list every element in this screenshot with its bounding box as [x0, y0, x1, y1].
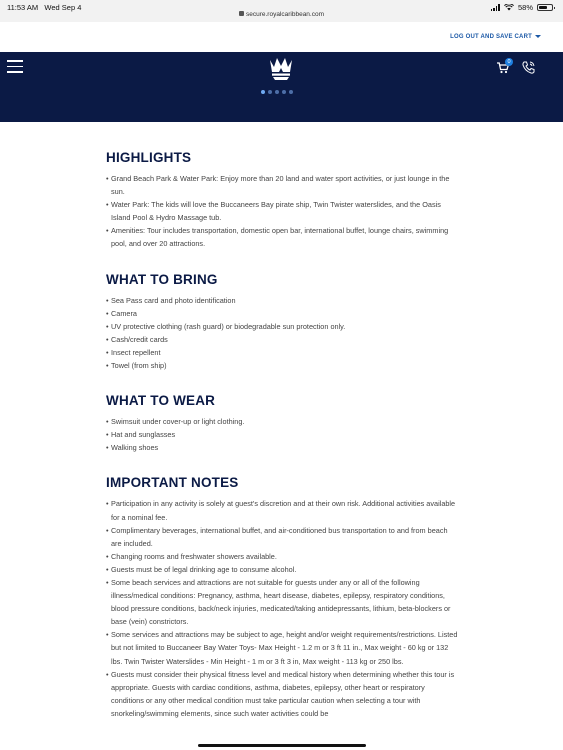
list-item: • Changing rooms and freshwater showers available. — [106, 550, 458, 563]
status-bar — [0, 0, 563, 22]
home-indicator[interactable] — [198, 744, 366, 747]
list-item: • Guests must be of legal drinking age to consume alcohol. — [106, 563, 458, 576]
wifi-icon — [504, 4, 514, 11]
section-title-what-to-wear: WHAT TO WEAR — [106, 393, 216, 409]
logout-label: LOG OUT AND SAVE CART — [450, 34, 532, 40]
status-time: 11:53 AM — [7, 3, 39, 12]
utility-bar — [0, 22, 563, 52]
section-important-notes — [106, 475, 458, 720]
highlights-list — [106, 172, 458, 251]
list-item: • Hat and sunglasses — [106, 428, 458, 441]
status-date: Wed Sep 4 — [44, 3, 82, 12]
list-item: • Towel (from ship) — [106, 359, 458, 372]
what-to-wear-list — [106, 415, 458, 454]
section-title-what-to-bring: WHAT TO BRING — [106, 271, 218, 287]
signal-icon — [491, 4, 500, 11]
battery-icon — [537, 4, 553, 11]
carousel-dot[interactable] — [282, 90, 286, 94]
list-item: • Camera — [106, 307, 458, 320]
phone-icon[interactable] — [522, 61, 535, 74]
tour-details — [106, 150, 458, 720]
list-item: • Complimentary beverages, international buffet, and air-conditioned bus transportation to and from beach are included. — [106, 524, 458, 550]
carousel-dot[interactable] — [261, 90, 265, 94]
list-item: • Sea Pass card and photo identification — [106, 294, 458, 307]
list-item: • Water Park: The kids will love the Buccaneers Bay pirate ship, Twin Twister waterslides, and the Oasis Island Pool & Hydro Massage tub. — [106, 198, 458, 224]
list-item: • Grand Beach Park & Water Park: Enjoy more than 20 land and water sport activities, or just lounge in the sun. — [106, 172, 458, 198]
carousel-dot[interactable] — [289, 90, 293, 94]
logout-save-cart-link[interactable] — [450, 34, 541, 40]
list-item: • Cash/credit cards — [106, 333, 458, 346]
section-title-important-notes: IMPORTANT NOTES — [106, 475, 239, 491]
list-item: • Insect repellent — [106, 346, 458, 359]
royal-caribbean-crown-logo[interactable] — [267, 55, 295, 81]
section-what-to-wear — [106, 393, 458, 454]
list-item: • Guests must consider their physical fitness level and medical history when determining whether this tour is appropriate. Guests with cardiac conditions, asthma, diabetes, epilepsy, other heart or respiratory conditions or any other medical condition must take particular caution when selecting a tour with snorkeling/swimming elements, since such water activities could be — [106, 668, 458, 720]
status-right — [491, 3, 553, 12]
main-navbar — [0, 52, 563, 83]
list-item: • Some beach services and attractions are not suitable for guests under any or all of the following illness/medical conditions: Pregnancy, asthma, heart disease, diabetes, epilepsy, respiratory conditions, blood pressure conditions, back/neck injuries, medicated/taking antidepressants, lithium, beta-blockers or base (vein) constrictors. — [106, 576, 458, 628]
section-highlights — [106, 150, 458, 251]
important-notes-list — [106, 497, 458, 720]
menu-icon[interactable] — [7, 60, 23, 73]
chevron-down-icon — [535, 35, 541, 38]
what-to-bring-list — [106, 294, 458, 373]
carousel-dot[interactable] — [268, 90, 272, 94]
carousel-dots — [261, 90, 293, 94]
section-title-highlights: HIGHLIGHTS — [106, 150, 192, 165]
hero-carousel[interactable] — [0, 83, 563, 122]
lock-icon — [239, 11, 244, 16]
list-item: • Some services and attractions may be subject to age, height and/or weight requirements/restrictions. Listed but not limited to Buccaneer Bay Water Toys- Max Height - 1.2 m or 3 ft 11 in., Max weight - 60 kg or 132 lbs. Twin Twister Waterslides - Min Height - 1 m or 3 ft 3 in, Max weight - 113 kg or 250 lbs. — [106, 628, 458, 667]
address-bar[interactable] — [0, 11, 563, 18]
list-item: • Amenities: Tour includes transportation, domestic open bar, international buffet, lounge chairs, swimming pool, and over 20 attractions. — [106, 224, 458, 250]
address-url: secure.royalcaribbean.com — [245, 11, 325, 18]
list-item: • Swimsuit under cover-up or light clothing. — [106, 415, 458, 428]
list-item: • Participation in any activity is solely at guest's discretion and at their own risk. Additional activities available for a nominal fee. — [106, 497, 458, 523]
battery-percent: 58% — [517, 3, 533, 12]
list-item: • UV protective clothing (rash guard) or biodegradable sun protection only. — [106, 320, 458, 333]
list-item: • Walking shoes — [106, 441, 458, 454]
cart-count-badge: 0 — [505, 58, 513, 66]
carousel-dot[interactable] — [275, 90, 279, 94]
section-what-to-bring — [106, 272, 458, 373]
